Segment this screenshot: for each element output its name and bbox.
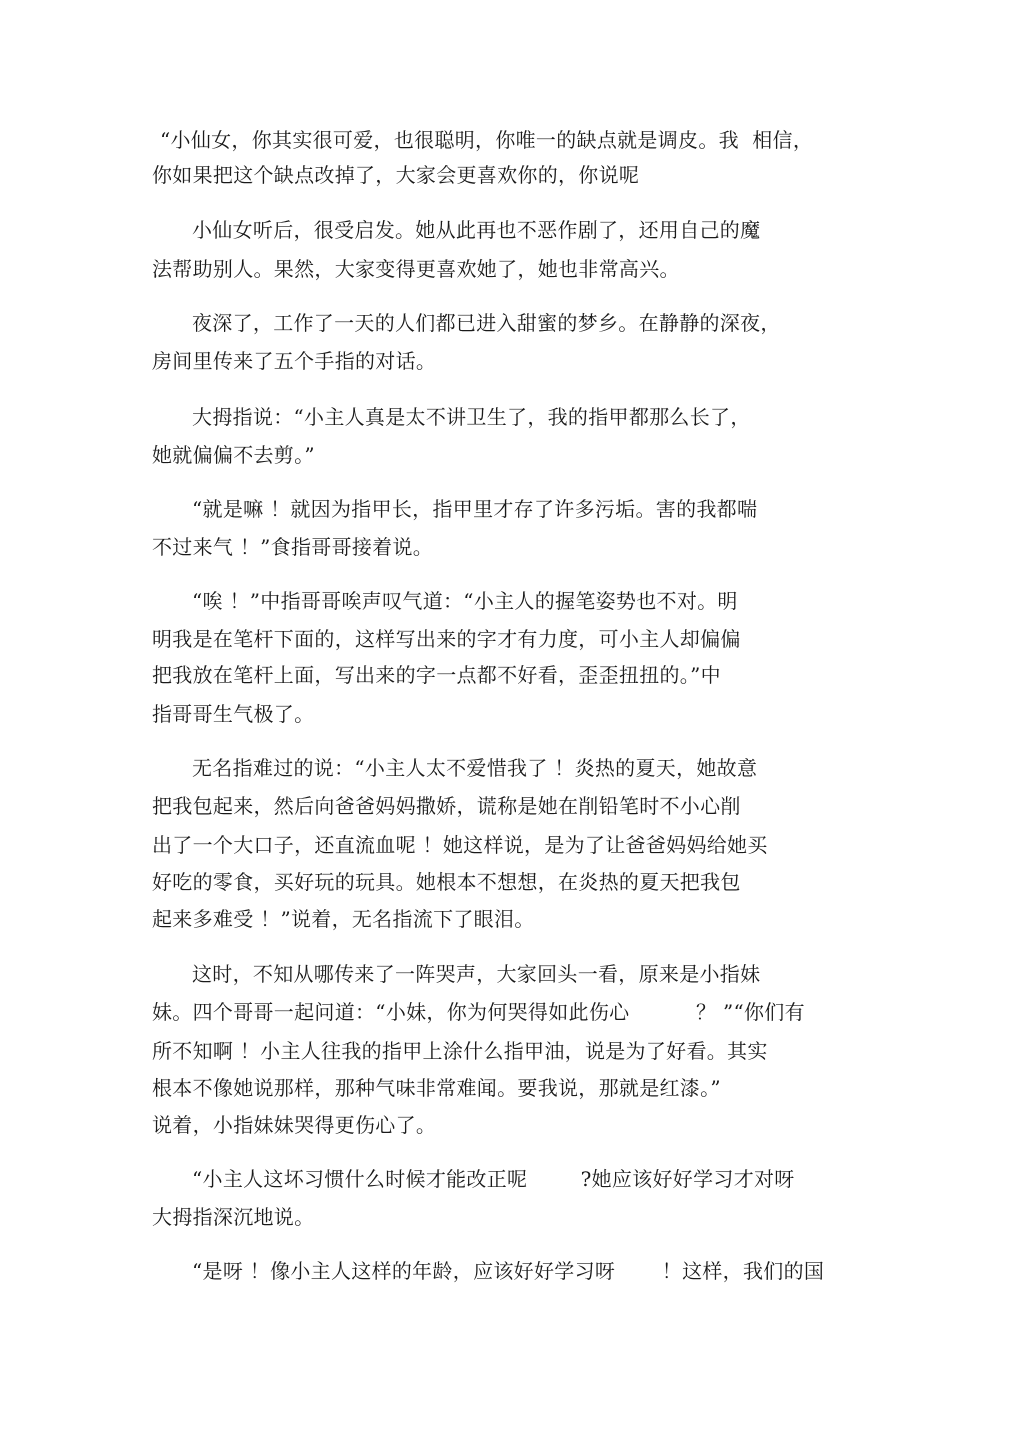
text-line-20: 这时，不知从哪传来了一阵哭声，大家回头一看，原来是小指妹 xyxy=(192,962,761,986)
text-line-10: 不过来气 ！”食指哥哥接着说。 xyxy=(152,535,434,559)
text-line-19: 起来多难受 ！”说着，无名指流下了眼泪。 xyxy=(152,907,535,931)
text-line-14: 指哥哥生气极了。 xyxy=(152,702,315,726)
text-line-26: 大拇指深沉地说。 xyxy=(152,1205,315,1229)
text-line-17: 出了一个大口子，还直流血呢 ！她这样说，是为了让爸爸妈妈给她买 xyxy=(152,833,768,857)
text-line-7: 大拇指说：“小主人真是太不讲卫生了，我的指甲都那么长了， xyxy=(192,405,751,429)
text-line-5: 夜深了，工作了一天的人们都已进入甜蜜的梦乡。在静静的深夜， xyxy=(192,311,781,335)
text-line-27: “是呀 ！像小主人这样的年龄，应该好好学习呀 ！这样，我们的国 xyxy=(192,1259,825,1283)
text-line-25: “小主人这坏习惯什么时候才能改正呢 ?她应该好好学习才对呀 xyxy=(192,1167,795,1191)
text-line-18: 好吃的零食，买好玩的玩具。她根本不想想，在炎热的夏天把我包 xyxy=(152,870,741,894)
text-line-8: 她就偏偏不去剪。” xyxy=(152,443,315,467)
text-line-12: 明我是在笔杆下面的，这样写出来的字才有力度，可小主人却偏偏 xyxy=(152,627,741,651)
text-line-6: 房间里传来了五个手指的对话。 xyxy=(152,349,437,373)
text-line-15: 无名指难过的说：“小主人太不爱惜我了 ！炎热的夏天，她故意 xyxy=(192,756,758,780)
text-line-23: 根本不像她说那样，那种气味非常难闻。要我说，那就是红漆。” xyxy=(152,1076,721,1100)
text-line-21: 妹。四个哥哥一起问道：“小妹，你为何哭得如此伤心 ？ ”“你们有 xyxy=(152,1000,805,1024)
text-line-24: 说着，小指妹妹哭得更伤心了。 xyxy=(152,1113,437,1137)
text-line-4: 法帮助别人。果然，大家变得更喜欢她了，她也非常高兴。 xyxy=(152,257,680,281)
text-line-16: 把我包起来，然后向爸爸妈妈撒娇，谎称是她在削铅笔时不小心削 xyxy=(152,794,741,818)
text-line-2: 你如果把这个缺点改掉了，大家会更喜欢你的，你说呢 xyxy=(152,163,640,187)
text-line-22: 所不知啊 ！小主人往我的指甲上涂什么指甲油，说是为了好看。其实 xyxy=(152,1039,768,1063)
text-line-1: “小仙女，你其实很可爱，也很聪明，你唯一的缺点就是调皮。我 相信， xyxy=(160,128,814,152)
text-line-11: “唉 ！”中指哥哥唉声叹气道：“小主人的握笔姿势也不对。明 xyxy=(192,589,738,613)
text-line-9: “就是嘛 ！就因为指甲长，指甲里才存了许多污垢。害的我都喘 xyxy=(192,497,758,521)
text-line-13: 把我放在笔杆上面，写出来的字一点都不好看，歪歪扭扭的。”中 xyxy=(152,663,721,687)
text-line-3: 小仙女听后，很受启发。她从此再也不恶作剧了，还用自己的魔 xyxy=(192,218,761,242)
